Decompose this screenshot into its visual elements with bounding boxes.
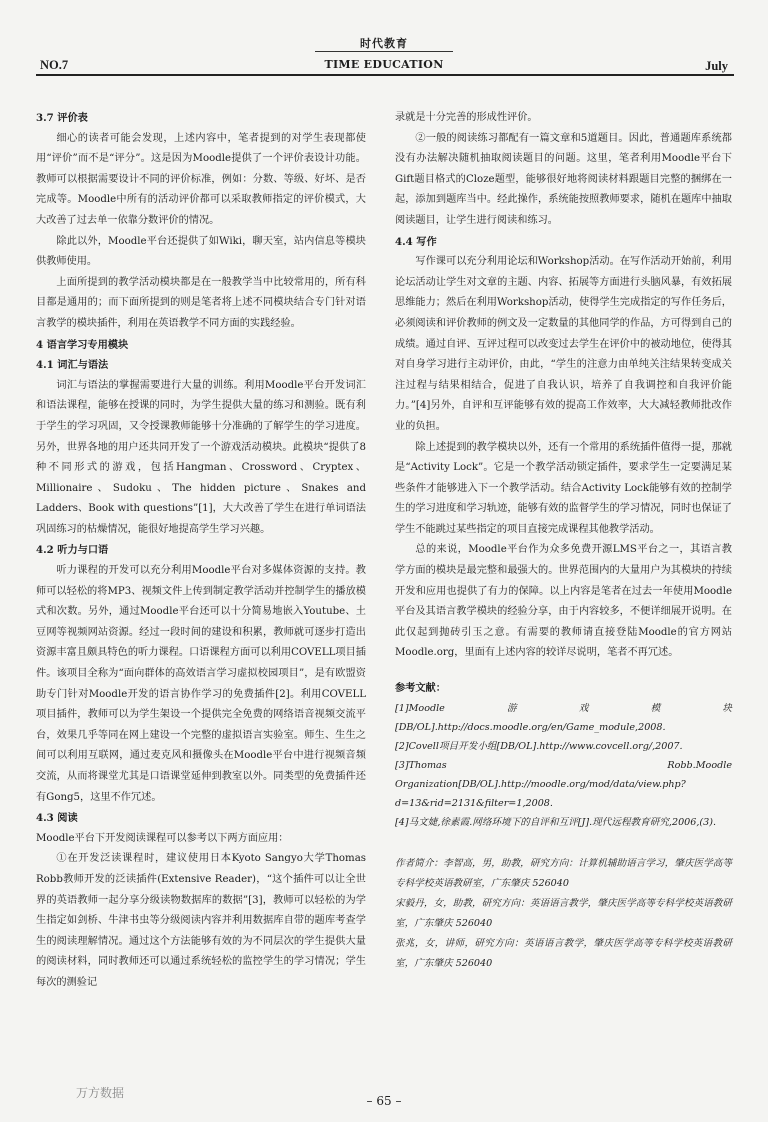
paragraph: 细心的读者可能会发现，上述内容中，笔者提到的对学生表现都使用“评价”而不是“评分”。这是因为Moodle提供了一个评价表设计功能。教师可以根据需要设计不同的评价标准，例如：分数、等级、好坏、是否完成等。Moodle中所有的活动评价都可以采取教师指定的评价模式，大大改善了过去单一依靠分数评价的情况。	[36, 132, 366, 226]
author-bio: 作者简介：李智高，男，助教，研究方向：计算机辅助语言学习，肇庆医学高等专科学校英语教研室，广东肇庆 526040	[395, 857, 732, 889]
watermark: 万方数据	[76, 1086, 125, 1100]
reference-item: [2]Covell项目开发小组[DB/OL].http://www.covcell.org/,2007.	[395, 740, 683, 752]
reference-item: [1]Moodle游戏模块[DB/OL].http://docs.moodle.org/en/Game_module,2008.	[395, 702, 732, 733]
paragraph: 上面所提到的教学活动模块都是在一般教学当中比较常用的，所有科目都是通用的；而下面所提到的则是笔者将上述不同模块结合专门针对语言教学的模块插件，利用在英语教学不同方面的实践经验。	[36, 276, 366, 329]
section-heading: 4.4 写作	[395, 235, 437, 248]
right-column	[395, 108, 732, 974]
section-heading: 4.3 阅读	[36, 812, 78, 825]
paragraph: ①在开发泛读课程时，建议使用日本Kyoto Sangyo大学Thomas Robb教师开发的泛读插件(Extensive Reader)，“这个插件可以让全世界的英语教师一起分享分级读物数据库的数据”[3]，教师可以轻松的为学生指定如剑桥、牛津书虫等分级阅读内容并利用数据库自带的题库考查学生的阅读理解情况。通过这个方法能够有效的为不同层次的学生提供大量的阅读材料，同时教师还可以通过系统轻松的监控学生的学习情况；学生每次的测验记	[36, 853, 366, 988]
issue-number: NO.7	[40, 58, 69, 72]
paragraph: 除上述提到的教学模块以外，还有一个常用的系统插件值得一提，那就是“Activity Lock”。它是一个教学活动锁定插件，要求学生一定要满足某些条件才能够进入下一个教学活动。结合Activity Lock能够有效的控制学生的学习进度和学习轨迹，能够有效的监督学生的学习情况，同时也保证了学生不能跳过某些指定的项目直接完成课程其他教学活动。	[395, 441, 732, 535]
reference-item: [3]Thomas Robb.Moodle Organization[DB/OL].http://moodle.org/mod/data/view.php?d=13&rid=2131&filter=1,2008.	[395, 759, 732, 809]
section-heading: 3.7 评价表	[36, 112, 88, 124]
journal-title-en: TIME EDUCATION	[324, 58, 444, 71]
section-heading: 4.2 听力与口语	[36, 544, 109, 557]
section-heading: 4 语言学习专用模块	[36, 338, 129, 351]
paragraph: 录就是十分完善的形成性评价。	[395, 112, 538, 123]
issue-month: July	[705, 59, 728, 73]
paragraph: 写作课可以充分利用论坛和Workshop活动。在写作活动开始前，利用论坛活动让学生对文章的主题、内容、拓展等方面进行头脑风暴，有效拓展思维能力；然后在利用Workshop活动，使得学生完成指定的写作任务后，必须阅读和评价教师的例文及一定数量的其他同学的作品，方可得到自己的成绩。通过自评、互评过程可以改变过去学生在评价中的被动地位，使得其对自身学习进行主动评价，由此，“学生的注意力由单纯关注结果转变成关注过程与结果相结合，促进了自我认识，培养了自我调控和自我评价能力。”[4]另外，自评和互评能够有效的提高工作效率，大大减轻教师批改作业的负担。	[395, 256, 732, 432]
reference-item: [4]马文婕,徐素霞.网络环境下的自评和互评[J].现代远程教育研究,2006,(3).	[395, 816, 717, 828]
page-number: – 65 –	[366, 1094, 402, 1108]
header-rule-thin	[315, 51, 453, 52]
paragraph: Moodle平台下开发阅读课程可以参考以下两方面应用：	[36, 832, 289, 844]
author-bio: 张兆，女，讲师，研究方向：英语语言教学，肇庆医学高等专科学校英语教研室，广东肇庆 526040	[395, 937, 732, 969]
paragraph: 除此以外，Moodle平台还提供了如Wiki，聊天室，站内信息等模块供教师使用。	[36, 235, 366, 268]
references-title: 参考文献：	[395, 682, 446, 695]
paragraph: 总的来说，Moodle平台作为众多免费开源LMS平台之一，其语言教学方面的模块是最完整和最强大的。世界范围内的大量用户为其模块的持续开发和应用也提供了有力的保障。以上内容是笔者在过去一年使用Moodle平台及其语言教学模块的经验分享，由于内容较多，不便详细展开说明。在此仅起到抛砖引玉之意。有需要的教师请直接登陆Moodle的官方网站Moodle.org，里面有上述内容的较详尽说明，笔者不再冗述。	[395, 544, 732, 659]
left-column	[36, 108, 366, 994]
section-heading: 4.1 词汇与语法	[36, 359, 109, 372]
paragraph: ②一般的阅读练习都配有一篇文章和5道题目。因此，普通题库系统都没有办法解决随机抽取阅读题目的问题。这里，笔者利用Moodle平台下Gift题目格式的Cloze题型，能够很好地将阅读材料跟题目完整的捆绑在一起，添加到题库当中。经此操作，系统能按照教师要求，随机在题库中抽取阅读题目，让学生进行阅读和练习。	[395, 132, 732, 226]
paragraph: 词汇与语法的掌握需要进行大量的训练。利用Moodle平台开发词汇和语法课程，能够在授课的同时，为学生提供大量的练习和测验。既有利于学生的学习巩固，又令授课教师能够十分准确的了解学生的学习进度。另外，世界各地的用户还共同开发了一个游戏活动模块。此模块“提供了8种不同形式的游戏，包括Hangman、Crossword、Cryptex、Millionaire、Sudoku、The hidden picture、Snakes and Ladders、Book with questions”[1]，大大改善了学生在进行单词语法巩固练习的枯燥情况，能很好地提高学生学习兴趣。	[36, 379, 366, 535]
paragraph: 听力课程的开发可以充分利用Moodle平台对多媒体资源的支持。教师可以轻松的将MP3、视频文件上传到制定教学活动并控制学生的播放模式和次数。另外，通过Moodle平台还可以十分简易地嵌入Youtube、土豆网等视频网站资源。经过一段时间的建设和积累，教师就可逐步打造出资源丰富且颇具特色的听力课程。口语课程方面可以利用COVELL项目插件。该项目全称为“面向群体的高效语言学习虚拟校园项目”，是有欧盟资助专门针对Moodle开发的语言协作学习的免费插件[2]。利用COVELL项目插件，教师可以为学生架设一个提供完全免费的网络语音视频交流平台，效果几乎等同在网上建设一个完整的虚拟语言实验室。师生、生生之间可以利用互联网，通过麦克风和摄像头在Moodle平台中进行视频音频交流，从而将课堂尤其是口语课堂延伸到教室以外。同类型的免费插件还有Gong5，这里不作冗述。	[36, 565, 366, 803]
journal-title-cn: 时代教育	[360, 37, 408, 50]
author-bio: 宋毅丹，女，助教，研究方向：英语语言教学，肇庆医学高等专科学校英语教研室，广东肇庆 526040	[395, 897, 732, 929]
header-rule-thick	[36, 74, 734, 76]
